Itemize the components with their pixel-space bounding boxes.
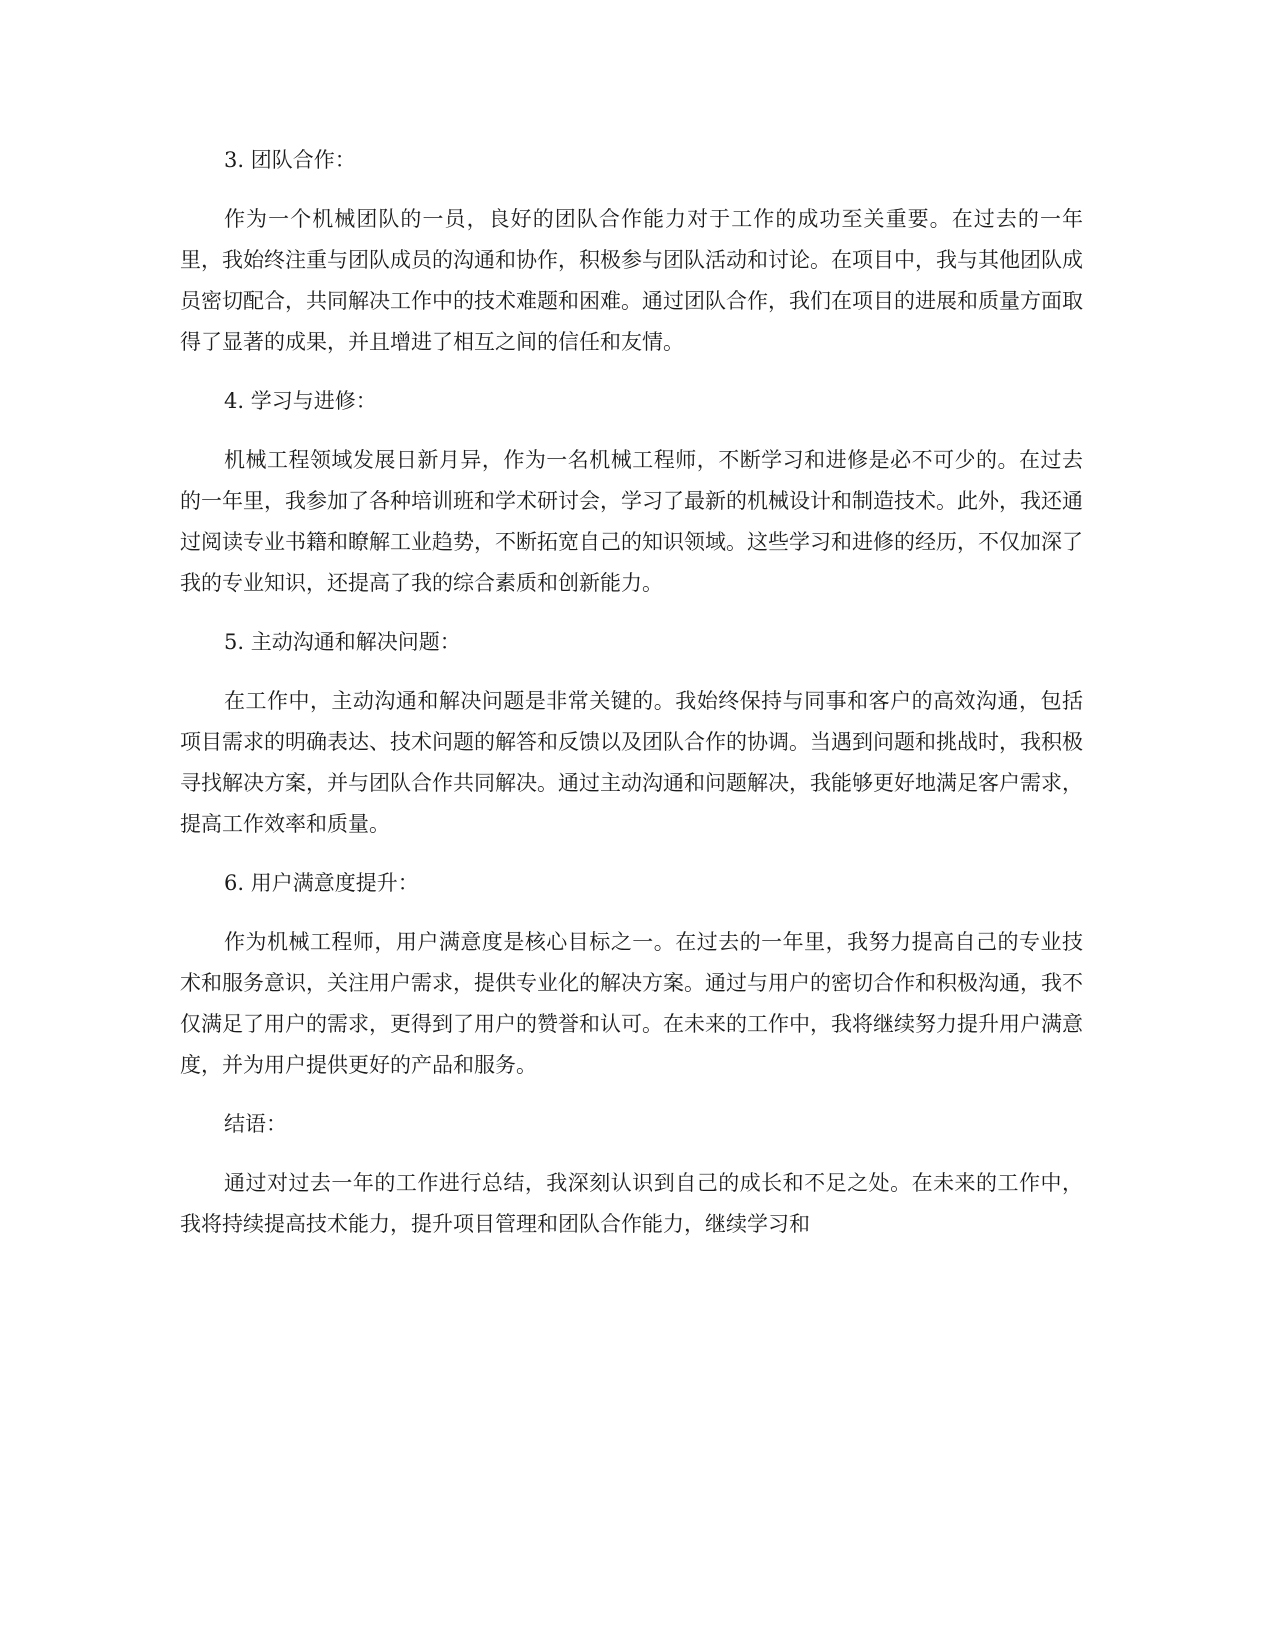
section-heading: 结语： [224, 1112, 287, 1136]
section-teamwork [180, 140, 1083, 363]
section-learning [180, 381, 1083, 604]
section-paragraph: 在工作中，主动沟通和解决问题是非常关键的。我始终保持与同事和客户的高效沟通，包括项目需求的明确表达、技术问题的解答和反馈以及团队合作的协调。当遇到问题和挑战时，我积极寻找解决方案，并与团队合作共同解决。通过主动沟通和问题解决，我能够更好地满足客户需求，提高工作效率和质量。 [180, 689, 1083, 836]
section-heading: 3. 团队合作： [224, 148, 356, 172]
section-user-satisfaction [180, 863, 1083, 1086]
section-paragraph: 通过对过去一年的工作进行总结，我深刻认识到自己的成长和不足之处。在未来的工作中，我将持续提高技术能力，提升项目管理和团队合作能力，继续学习和 [180, 1171, 1083, 1236]
section-heading: 5. 主动沟通和解决问题： [224, 630, 461, 654]
section-communication [180, 622, 1083, 845]
section-paragraph: 作为一个机械团队的一员，良好的团队合作能力对于工作的成功至关重要。在过去的一年里，我始终注重与团队成员的沟通和协作，积极参与团队活动和讨论。在项目中，我与其他团队成员密切配合，共同解决工作中的技术难题和困难。通过团队合作，我们在项目的进展和质量方面取得了显著的成果，并且增进了相互之间的信任和友情。 [180, 207, 1083, 354]
section-heading: 4. 学习与进修： [224, 389, 377, 413]
section-conclusion [180, 1104, 1083, 1245]
section-paragraph: 机械工程领域发展日新月异，作为一名机械工程师，不断学习和进修是必不可少的。在过去的一年里，我参加了各种培训班和学术研讨会，学习了最新的机械设计和制造技术。此外，我还通过阅读专业书籍和瞭解工业趋势，不断拓宽自己的知识领域。这些学习和进修的经历，不仅加深了我的专业知识，还提高了我的综合素质和创新能力。 [180, 448, 1083, 595]
section-heading: 6. 用户满意度提升： [224, 871, 419, 895]
section-paragraph: 作为机械工程师，用户满意度是核心目标之一。在过去的一年里，我努力提高自己的专业技术和服务意识，关注用户需求，提供专业化的解决方案。通过与用户的密切合作和积极沟通，我不仅满足了用户的需求，更得到了用户的赞誉和认可。在未来的工作中，我将继续努力提升用户满意度，并为用户提供更好的产品和服务。 [180, 930, 1083, 1077]
document-page [180, 140, 1083, 1263]
